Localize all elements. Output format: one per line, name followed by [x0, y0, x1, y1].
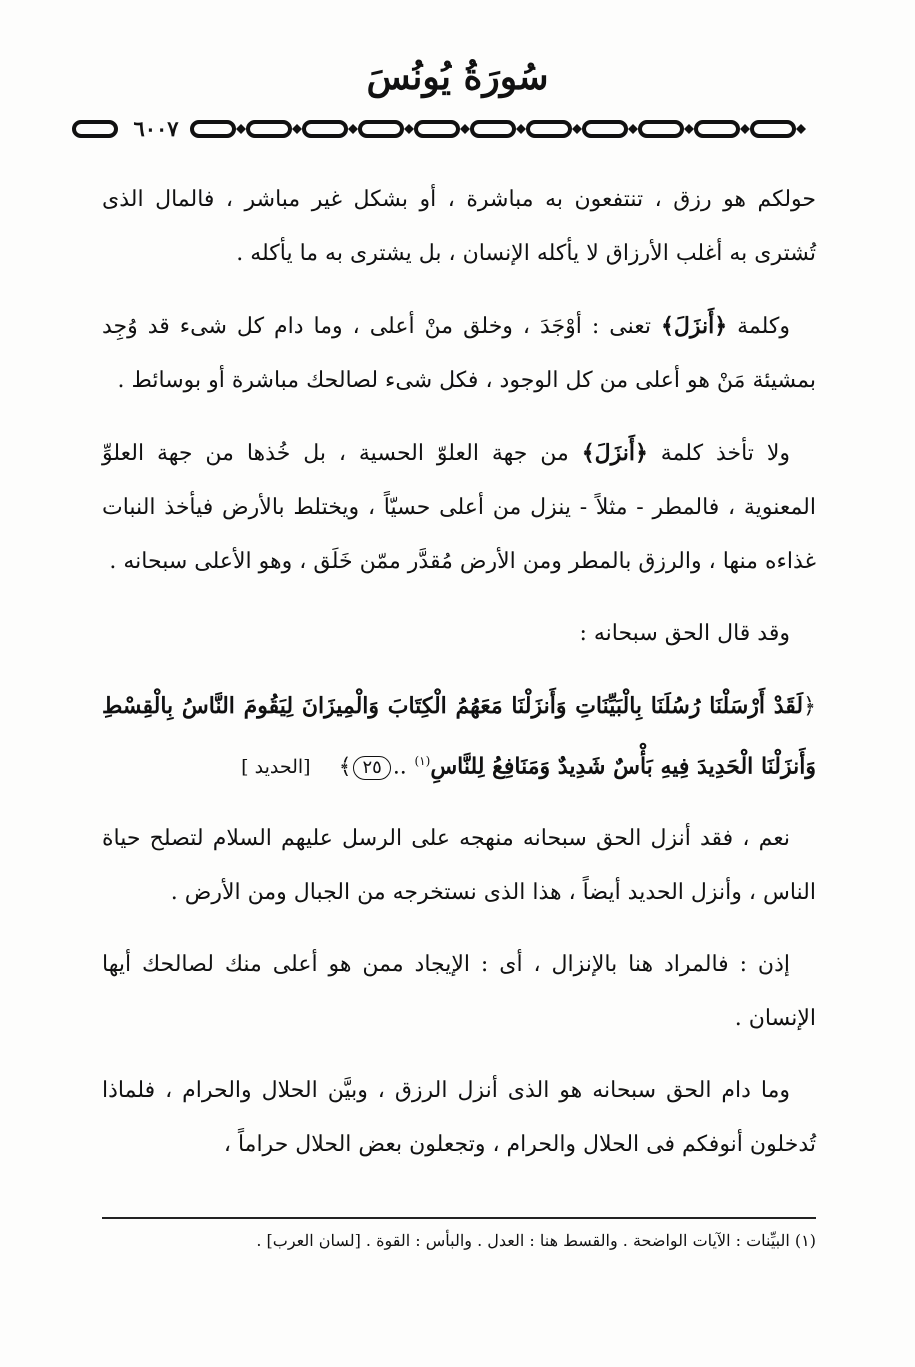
border-diamond [796, 124, 806, 134]
verse-text: لَقَدْ أَرْسَلْنَا رُسُلَنَا بِالْبَيِّنَاتِ وَأَنزَلْنَا مَعَهُمُ الْكِتَابَ وَالْمِيزَانَ لِيَقُومَ النَّاسُ بِالْقِسْطِ وَأَنزَلْنَا الْحَدِيدَ فِيهِ بَأْسٌ شَدِيدٌ وَمَنَافِعُ لِلنَّاسِ [102, 693, 816, 780]
border-link [696, 122, 738, 136]
border-diamond [292, 124, 302, 134]
surah-title: سُورَةُ يُونُسَ [366, 56, 549, 98]
border-link [472, 122, 514, 136]
border-link [752, 122, 794, 136]
border-link [192, 122, 234, 136]
verse-ellipsis: .. [392, 754, 407, 780]
paragraph-3 [102, 426, 816, 589]
border-link [416, 122, 458, 136]
paragraph-3-after: من جهة العلوّ الحسية ، بل خُذها من جهة العلوِّ المعنوية ، فالمطر - مثلاً - ينزل من أعلى حسيّاً ، ويختلط بالأرض فيأخذ النبات غذاءه منها ، والرزق بالمطر ومن الأرض مُقدَّر ممّن خَلَق ، وهو الأعلى سبحانه . [102, 441, 816, 574]
paragraph-1: حولكم هو رزق ، تنتفعون به مباشرة ، أو بشكل غير مباشر ، فالمال الذى تُشترى به أغلب الأرزاق لا يأكله الإنسان ، بل يشترى به ما يأكله . [102, 187, 816, 266]
footnote-divider [102, 1217, 816, 1219]
border-diamond [572, 124, 582, 134]
border-link [74, 122, 116, 136]
main-text [102, 173, 816, 1190]
border-link [248, 122, 290, 136]
paragraph-5: نعم ، فقد أنزل الحق سبحانه منهجه على الرسل عليهم السلام لتصلح حياة الناس ، وأنزل الحديد أيضاً ، هذا الذى نستخرجه من الجبال ومن الأرض . [102, 826, 816, 906]
quran-verse [102, 679, 816, 794]
border-diamond [628, 124, 638, 134]
border-link [584, 122, 626, 136]
verse-close-bracket: ﴾ [338, 754, 352, 780]
border-link [640, 122, 682, 136]
footnote: (١) البيِّنات : الآيات الواضحة . والقسط هنا : العدل . والبأس : القوة . [لسان العرب] . [256, 1231, 816, 1250]
paragraph-2-before: وكلمة [737, 314, 790, 339]
border-diamond [404, 124, 414, 134]
paragraph-2-after: تعنى : أوْجَدَ ، وخلق منْ أعلى ، وما دام كل شىء قد وُجِد بمشيئة مَنْ هو أعلى من كل الوجود ، فكل شىء لصالحك مباشرة أو بوسائط . [102, 314, 816, 393]
border-diamond [236, 124, 246, 134]
border-link [528, 122, 570, 136]
paragraph-7: وما دام الحق سبحانه هو الذى أنزل الرزق ، وبيَّن الحلال والحرام ، فلماذا تُدخلون أنوفكم فى الحلال والحرام ، وتجعلون بعض الحلال حراماً ، [102, 1078, 816, 1158]
paragraph-4: وقد قال الحق سبحانه : [579, 621, 790, 646]
sura-reference: [الحديد ] [241, 756, 311, 779]
paragraph-6: إذن : فالمراد هنا بالإنزال ، أى : الإيجاد ممن هو أعلى منك لصالحك أيها الإنسان . [102, 952, 816, 1032]
border-diamond [460, 124, 470, 134]
border-diamond [516, 124, 526, 134]
paragraph-2 [102, 299, 816, 408]
paragraph-3-before: ولا تأخذ كلمة [660, 441, 790, 466]
border-diamond [740, 124, 750, 134]
border-link [304, 122, 346, 136]
ayah-number-mark: ٢٥ [353, 756, 390, 780]
verse-open-bracket: ﴿ [803, 694, 816, 719]
border-diamond [684, 124, 694, 134]
footnote-reference: (١) [414, 754, 431, 768]
quoted-word-anzala: ﴿أَنزَلَ﴾ [660, 313, 728, 339]
border-link [360, 122, 402, 136]
border-diamond [348, 124, 358, 134]
ornamental-border [70, 116, 840, 142]
page-number: ٦٠٠٧ [122, 116, 190, 142]
quoted-word-anzala: ﴿أَنزَلَ﴾ [581, 440, 648, 466]
